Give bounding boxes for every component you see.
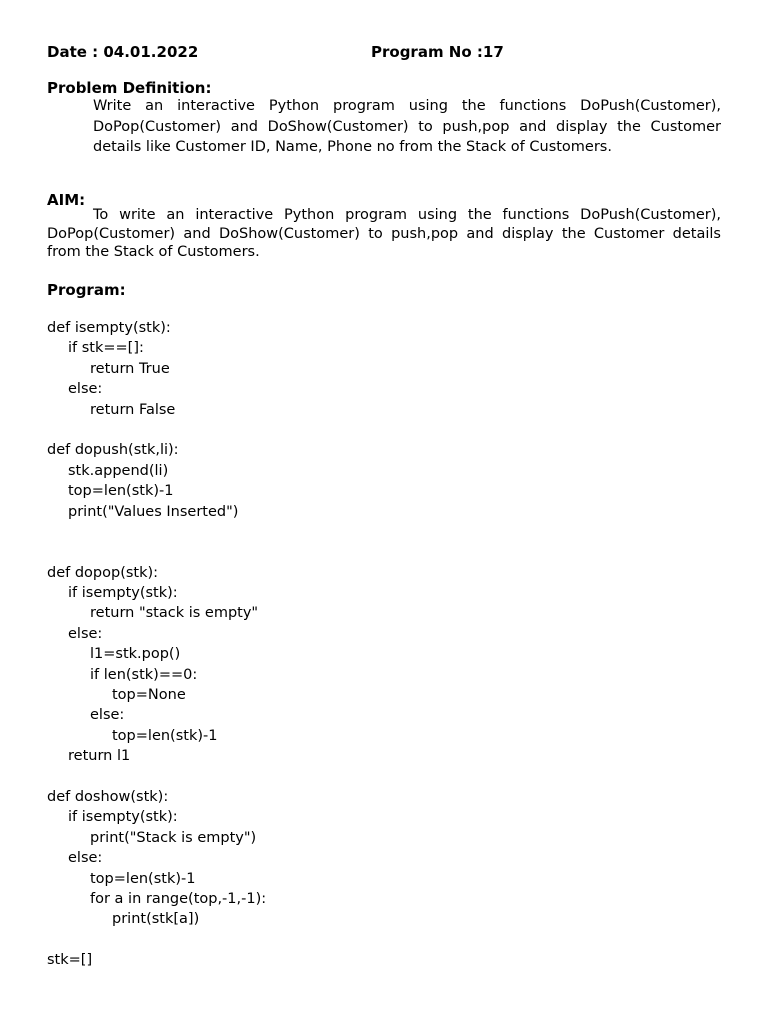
code-line: stk=[] — [47, 952, 93, 969]
code-line: if stk==[]: — [68, 340, 144, 357]
code-line — [47, 767, 266, 787]
code-line: def dopop(stk): — [47, 564, 159, 581]
problem-definition-heading: Problem Definition: — [47, 79, 212, 97]
code-line: return True — [90, 360, 170, 377]
code-line: for a in range(top,-1,-1): — [90, 890, 267, 907]
code-line: top=len(stk)-1 — [68, 483, 174, 500]
code-line — [47, 420, 266, 440]
code-line: else: — [68, 850, 103, 867]
code-line: return False — [90, 401, 176, 418]
code-line: top=None — [112, 687, 186, 704]
code-line: top=len(stk)-1 — [112, 727, 218, 744]
code-line: print("Stack is empty") — [90, 829, 257, 846]
code-line: if isempty(stk): — [68, 809, 178, 826]
code-line: def isempty(stk): — [47, 320, 171, 336]
code-line: if isempty(stk): — [68, 585, 178, 602]
code-line: else: — [68, 625, 103, 642]
program-number-label: Program No :17 — [371, 43, 504, 61]
code-line: def doshow(stk): — [47, 788, 169, 805]
document-page — [47, 0, 721, 1024]
code-line: if len(stk)==0: — [90, 666, 198, 683]
program-heading: Program: — [47, 281, 126, 299]
date-label: Date : 04.01.2022 — [47, 43, 199, 61]
code-line: print("Values Inserted") — [68, 503, 239, 520]
code-line: def dopush(stk,li): — [47, 442, 179, 459]
code-line: else: — [68, 381, 103, 398]
code-line: l1=stk.pop() — [90, 646, 181, 663]
code-line — [47, 522, 266, 542]
problem-definition-text: Write an interactive Python program using the functions DoPush(Customer), DoPop(Customer) and DoShow(Customer) to push,pop and display the Customer details like Customer ID, Name, Phone no from the Stack of Customers. — [93, 98, 721, 155]
code-line: return l1 — [68, 748, 131, 765]
program-code — [47, 318, 266, 971]
code-line: top=len(stk)-1 — [90, 870, 196, 887]
code-line: return "stack is empty" — [90, 605, 259, 622]
code-line: stk.append(li) — [68, 462, 169, 479]
code-line: print(stk[a]) — [112, 911, 200, 928]
code-line — [47, 930, 266, 950]
aim-heading: AIM: — [47, 191, 86, 209]
code-line: else: — [90, 707, 125, 724]
aim-text: To write an interactive Python program using the functions DoPush(Customer), DoPop(Customer) and DoShow(Customer) to push,pop and display the Customer details from the Stack of Customers. — [47, 207, 721, 260]
document-header — [47, 43, 721, 63]
code-line — [47, 542, 266, 562]
